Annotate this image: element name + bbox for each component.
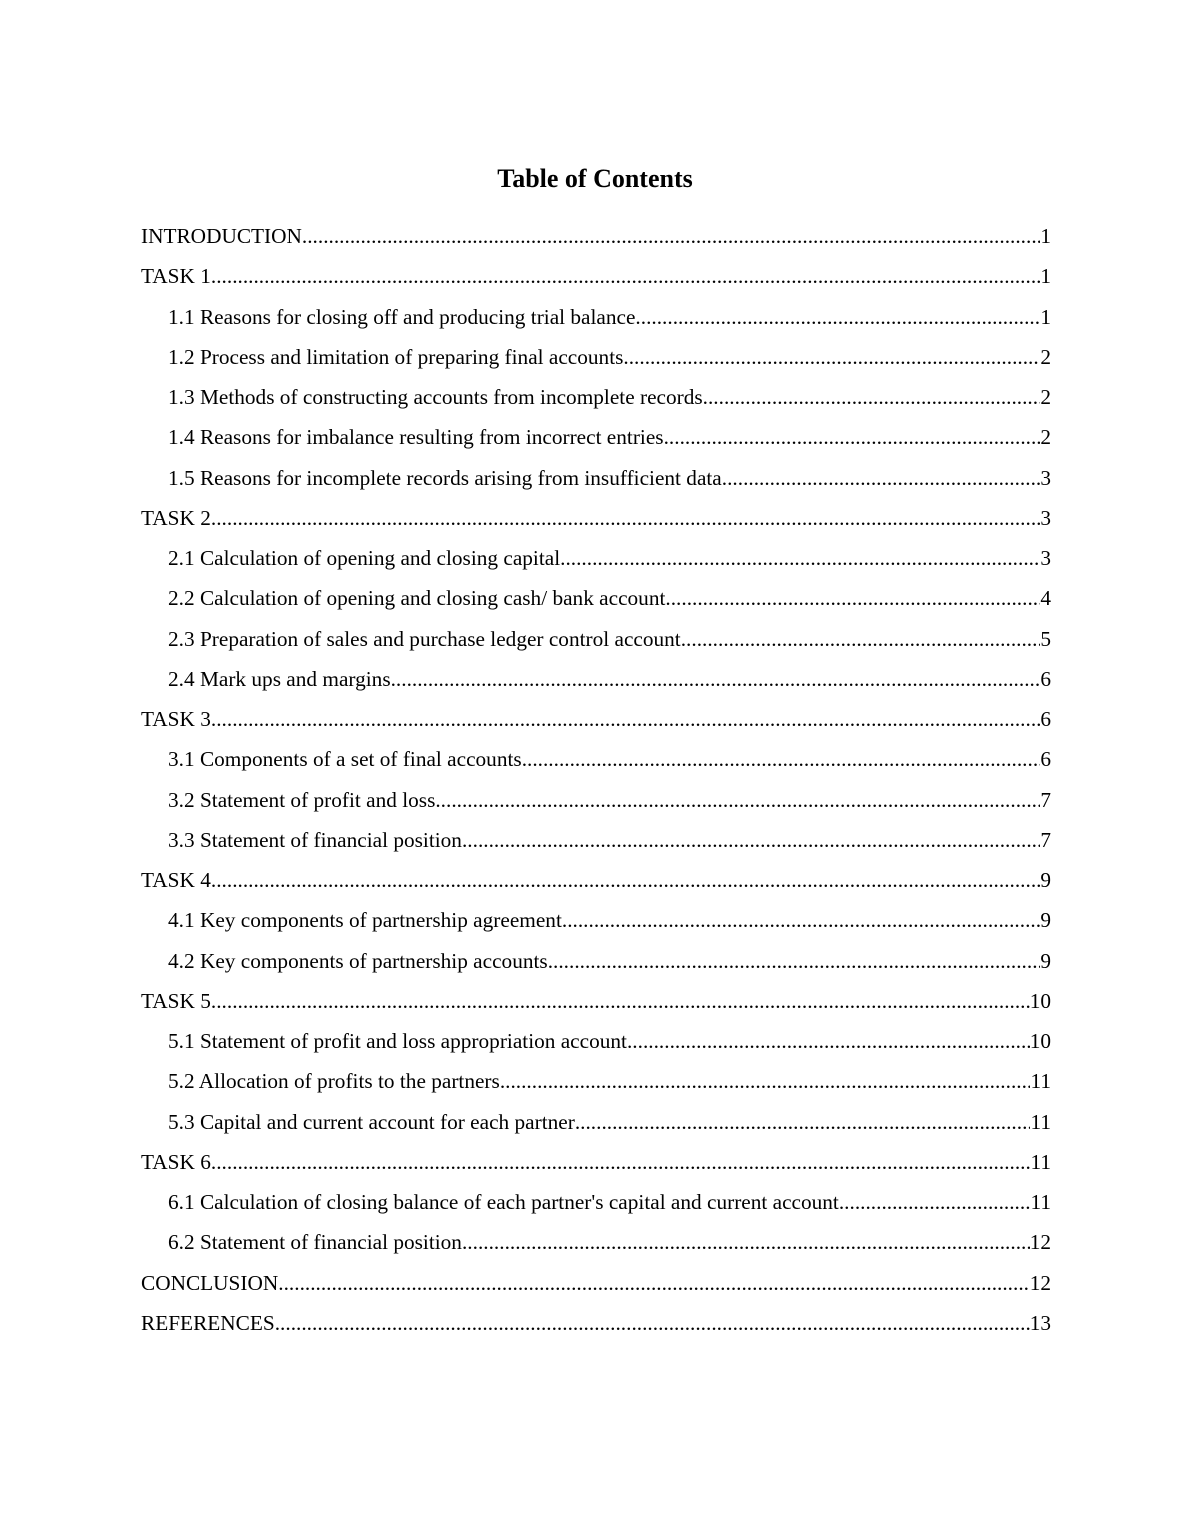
toc-entry[interactable] <box>141 256 1051 296</box>
toc-entry-page-number: 3 <box>1040 465 1051 490</box>
toc-entry-page-number: 11 <box>1030 1149 1051 1174</box>
toc-entry[interactable] <box>141 900 1051 940</box>
toc-entry-page-number: 3 <box>1040 546 1051 570</box>
dot-leader <box>435 780 1040 820</box>
toc-entry[interactable] <box>141 780 1051 820</box>
toc-entry[interactable] <box>141 1142 1051 1182</box>
toc-entry-label: TASK 5 <box>141 988 211 1013</box>
dot-leader <box>665 578 1040 618</box>
toc-entry-label: 3.1 Components of a set of final accounts <box>168 747 522 772</box>
toc-entry-label: 2.1 Calculation of opening and closing capital <box>168 546 561 570</box>
toc-entry-page-number: 12 <box>1029 1270 1051 1295</box>
toc-entry-page-number: 6 <box>1040 747 1051 772</box>
toc-entry-page-number: 10 <box>1029 988 1051 1013</box>
toc-entry[interactable] <box>141 981 1051 1021</box>
toc-entry-label: 1.5 Reasons for incomplete records arising from insufficient data <box>168 465 722 490</box>
dot-leader <box>211 860 1040 900</box>
toc-entry-label: 6.2 Statement of financial position <box>168 1230 462 1255</box>
toc-entry-label: 3.3 Statement of financial position <box>168 827 462 852</box>
dot-leader <box>575 1102 1031 1142</box>
toc-entry-page-number: 10 <box>1029 1029 1051 1053</box>
toc-entry-page-number: 2 <box>1040 425 1051 450</box>
dot-leader <box>211 1142 1031 1182</box>
dot-leader <box>623 337 1040 377</box>
toc-entry-label: CONCLUSION <box>141 1270 279 1295</box>
dot-leader <box>211 498 1040 538</box>
dot-leader <box>302 216 1040 256</box>
toc-entry-label: 2.2 Calculation of opening and closing cash/ bank account <box>168 586 666 611</box>
dot-leader <box>391 659 1041 699</box>
toc-entry[interactable] <box>141 659 1051 699</box>
toc-entry[interactable] <box>141 1303 1051 1343</box>
toc-entry-label: TASK 1 <box>141 264 211 289</box>
toc-entry[interactable] <box>141 1102 1051 1142</box>
toc-entry-page-number: 4 <box>1040 586 1051 611</box>
toc-entry-page-number: 13 <box>1029 1310 1051 1335</box>
dot-leader <box>681 619 1041 659</box>
toc-entry-label: 5.1 Statement of profit and loss appropriation account <box>168 1029 627 1053</box>
dot-leader <box>278 1263 1029 1303</box>
toc-entry[interactable] <box>141 1021 1051 1061</box>
toc-entry-page-number: 7 <box>1040 827 1051 852</box>
toc-entry[interactable] <box>141 458 1051 498</box>
toc-entry[interactable] <box>141 941 1051 981</box>
toc-entry-label: TASK 4 <box>141 868 211 892</box>
dot-leader <box>627 1021 1030 1061</box>
toc-entry-label: 4.2 Key components of partnership accounts <box>168 948 548 973</box>
toc-title: Table of Contents <box>497 164 693 193</box>
toc-entry[interactable] <box>141 1222 1051 1262</box>
toc-entry[interactable] <box>141 739 1051 779</box>
toc-entry-label: 1.1 Reasons for closing off and producing trial balance <box>168 304 636 329</box>
dot-leader <box>664 417 1041 457</box>
toc-entry-label: 5.2 Allocation of profits to the partners <box>168 1069 500 1094</box>
toc-entry[interactable] <box>141 337 1051 377</box>
toc-entry[interactable] <box>141 860 1051 900</box>
toc-entry-page-number: 12 <box>1029 1230 1051 1255</box>
toc-entry-page-number: 6 <box>1040 666 1051 691</box>
toc-entry[interactable] <box>141 699 1051 739</box>
toc-entry[interactable] <box>141 538 1051 578</box>
dot-leader <box>562 900 1040 940</box>
toc-entry-label: 5.3 Capital and current account for each partner <box>168 1109 575 1134</box>
toc-entry[interactable] <box>141 417 1051 457</box>
toc-entry-label: REFERENCES <box>141 1310 275 1335</box>
toc-entry-label: TASK 6 <box>141 1149 211 1174</box>
toc-entry-label: 2.3 Preparation of sales and purchase ledger control account <box>168 626 681 651</box>
toc-entry[interactable] <box>141 1061 1051 1101</box>
toc-entry-label: TASK 3 <box>141 707 211 731</box>
toc-entry[interactable] <box>141 216 1051 256</box>
toc-entry-page-number: 9 <box>1040 868 1051 892</box>
dot-leader <box>275 1303 1030 1343</box>
toc-entry-page-number: 1 <box>1040 224 1051 248</box>
toc-entry-page-number: 5 <box>1040 626 1051 651</box>
toc-entry-page-number: 9 <box>1040 908 1051 933</box>
dot-leader <box>211 981 1030 1021</box>
toc-entry[interactable] <box>141 820 1051 860</box>
dot-leader <box>522 739 1041 779</box>
toc-entry[interactable] <box>141 578 1051 618</box>
toc-entry-page-number: 9 <box>1040 948 1051 973</box>
toc-entry-label: 1.4 Reasons for imbalance resulting from incorrect entries <box>168 425 664 450</box>
toc-entry-page-number: 1 <box>1040 264 1051 289</box>
toc-entry-label: 2.4 Mark ups and margins <box>168 666 391 691</box>
toc-entry-page-number: 1 <box>1040 304 1051 329</box>
dot-leader <box>703 377 1041 417</box>
dot-leader <box>722 458 1041 498</box>
dot-leader <box>462 820 1040 860</box>
toc-entry-page-number: 11 <box>1030 1190 1051 1214</box>
toc-entry[interactable] <box>141 297 1051 337</box>
toc-list <box>141 216 1051 1343</box>
toc-entry-label: 4.1 Key components of partnership agreement <box>168 908 562 933</box>
toc-entry-label: TASK 2 <box>141 505 211 530</box>
dot-leader <box>635 297 1040 337</box>
toc-entry-page-number: 6 <box>1040 707 1051 731</box>
dot-leader <box>211 256 1040 296</box>
dot-leader <box>839 1182 1031 1222</box>
toc-entry-page-number: 2 <box>1040 385 1051 409</box>
dot-leader <box>462 1222 1030 1262</box>
toc-entry-page-number: 11 <box>1030 1109 1051 1134</box>
toc-entry-label: 1.2 Process and limitation of preparing final accounts <box>168 344 624 369</box>
toc-entry[interactable] <box>141 377 1051 417</box>
toc-entry[interactable] <box>141 498 1051 538</box>
toc-entry[interactable] <box>141 619 1051 659</box>
toc-entry-label: 1.3 Methods of constructing accounts from incomplete records <box>168 385 703 409</box>
dot-leader <box>211 699 1040 739</box>
toc-entry-label: INTRODUCTION <box>141 224 302 248</box>
dot-leader <box>500 1061 1031 1101</box>
toc-entry[interactable] <box>141 1263 1051 1303</box>
toc-entry-page-number: 11 <box>1030 1069 1051 1094</box>
toc-entry-page-number: 2 <box>1040 344 1051 369</box>
dot-leader <box>560 538 1040 578</box>
toc-entry-label: 3.2 Statement of profit and loss <box>168 787 436 812</box>
dot-leader <box>548 941 1041 981</box>
toc-entry-label: 6.1 Calculation of closing balance of each partner's capital and current account <box>168 1190 839 1214</box>
toc-entry-page-number: 7 <box>1040 787 1051 812</box>
toc-entry[interactable] <box>141 1182 1051 1222</box>
toc-entry-page-number: 3 <box>1040 505 1051 530</box>
